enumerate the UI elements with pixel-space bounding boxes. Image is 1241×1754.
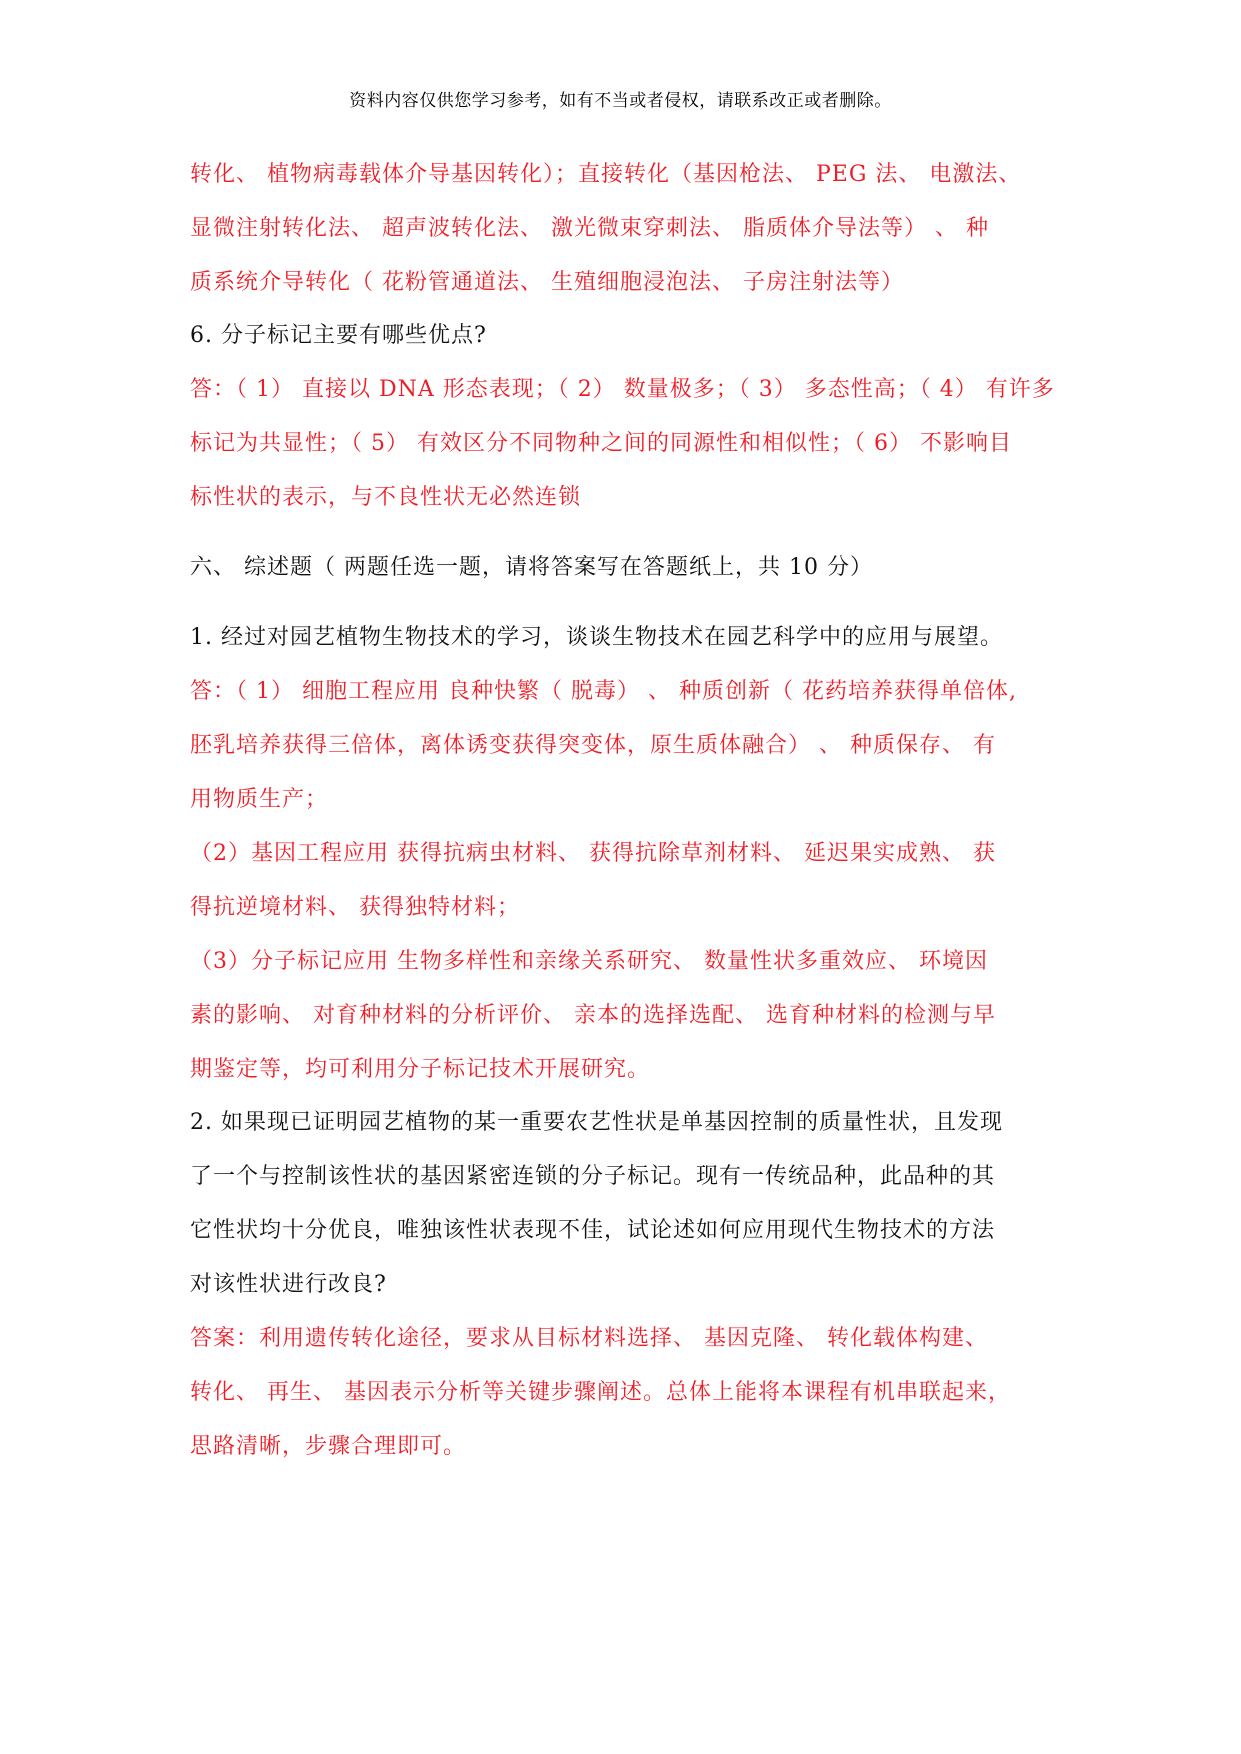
question-essay-2: 对该性状进行改良? — [190, 1272, 387, 1297]
answer-essay-1-line: 胚乳培养获得三倍体，离体诱变获得突变体，原生质体融合） 、 种质保存、 有 — [190, 733, 996, 758]
question-essay-2: 2. 如果现已证明园艺植物的某一重要农艺性状是单基因控制的质量性状，且发现 — [190, 1110, 1003, 1135]
answer-essay-1-line: 得抗逆境材料、 获得独特材料； — [190, 895, 520, 920]
answer-essay-1-line: 素的影响、 对育种材料的分析评价、 亲本的选择选配、 选育种材料的检测与早 — [190, 1003, 996, 1028]
question-6: 6. 分子标记主要有哪些优点? — [190, 323, 487, 348]
answer-6-line: 答：（ 1） 直接以 DNA 形态表现；（ 2） 数量极多；（ 3） 多态性高；（ 4） 有许多 — [190, 377, 1055, 402]
answer-essay-2-line: 转化、 再生、 基因表示分析等关键步骤阐述。总体上能将本课程有机串联起来， — [190, 1380, 1011, 1405]
answer-essay-1-line: 用物质生产； — [190, 787, 329, 812]
question-essay-2: 了一个与控制该性状的基因紧密连锁的分子标记。现有一传统品种，此品种的其 — [190, 1164, 996, 1189]
text-line: 质系统介导转化（ 花粉管通道法、 生殖细胞浸泡法、 子房注射法等） — [190, 270, 904, 295]
answer-6-line: 标性状的表示，与不良性状无必然连锁 — [190, 485, 582, 510]
answer-essay-1-line: 答：（ 1） 细胞工程应用 良种快繁（ 脱毒） 、 种质创新（ 花药培养获得单倍体, — [190, 679, 1017, 704]
text-line: 转化、 植物病毒载体介导基因转化）；直接转化（基因枪法、 PEG 法、 电激法、 — [190, 162, 1022, 187]
question-essay-1: 1. 经过对园艺植物生物技术的学习，谈谈生物技术在园艺科学中的应用与展望。 — [190, 625, 1003, 650]
answer-essay-2-line: 思路清晰，步骤合理即可。 — [190, 1434, 467, 1459]
answer-6-line: 标记为共显性；（ 5） 有效区分不同物种之间的同源性和相似性；（ 6） 不影响目 — [190, 431, 1012, 456]
answer-essay-1-line: （2）基因工程应用 获得抗病虫材料、 获得抗除草剂材料、 延迟果实成熟、 获 — [190, 841, 996, 866]
answer-essay-1-line: （3）分子标记应用 生物多样性和亲缘关系研究、 数量性状多重效应、 环境因 — [190, 949, 988, 974]
section-title-essay: 六、 综述题（ 两题任选一题，请将答案写在答题纸上，共 10 分） — [190, 555, 873, 580]
text-line: 显微注射转化法、 超声波转化法、 激光微束穿刺法、 脂质体介导法等） 、 种 — [190, 216, 989, 241]
answer-essay-1-line: 期鉴定等，均可利用分子标记技术开展研究。 — [190, 1057, 651, 1082]
answer-essay-2-line: 答案：利用遗传转化途径，要求从目标材料选择、 基因克隆、 转化载体构建、 — [190, 1326, 988, 1351]
disclaimer-header: 资料内容仅供您学习参考，如有不当或者侵权，请联系改正或者删除。 — [349, 91, 892, 111]
question-essay-2: 它性状均十分优良，唯独该性状表现不佳，试论述如何应用现代生物技术的方法 — [190, 1218, 996, 1243]
